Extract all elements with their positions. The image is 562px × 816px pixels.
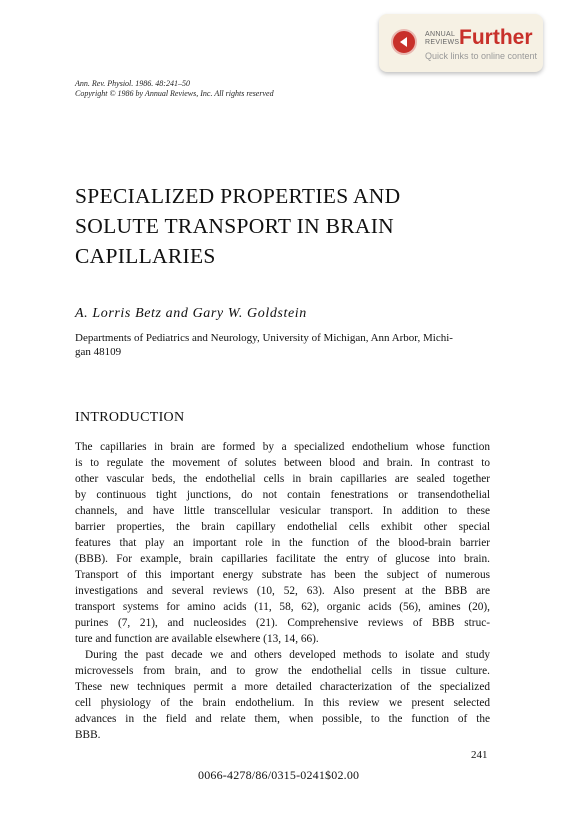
body-line: Transport of this important energy substrate has been the subject of numerous [75,569,490,581]
authors: A. Lorris Betz and Gary W. Goldstein [75,306,307,321]
body-line: (BBB). For example, brain capillaries facilitate the entry of glucose into brain. [75,553,490,565]
affiliation-line: gan 48109 [75,346,122,358]
body-line: features that play an important role in the function of the blood-brain barrier [75,537,490,549]
badge-tagline: Quick links to online content [425,51,538,61]
body-line: by continuous tight junctions, do not contain fenestrations or transendothelial [75,489,490,501]
body-line: barrier properties, the brain capillary endothelial cells exhibit other special [75,521,490,533]
title-line: SOLUTE TRANSPORT IN BRAIN [75,214,394,238]
affiliation [75,331,495,359]
body-line: BBB. [75,729,101,741]
body-line: cell physiology of the brain endothelium. In this review we present selected [75,697,490,709]
affiliation-line: Departments of Pediatrics and Neurology, University of Michigan, Ann Arbor, Michi- [75,332,453,344]
body-line: During the past decade we and others developed methods to isolate and study [85,649,490,661]
body-line: investigations and several reviews (10, 52, 63). Also present at the BBB are [75,585,490,597]
body-line: is to regulate the movement of solutes between blood and brain. In contrast to [75,457,490,469]
play-left-icon [391,29,417,55]
footer-code: 0066-4278/86/0315-0241$02.00 [198,768,360,782]
body-line: The capillaries in brain are formed by a specialized endothelium whose function [75,441,490,453]
body-text [75,439,490,743]
journal-citation: Ann. Rev. Physiol. 1986. 48:241–50 [75,79,190,88]
copyright-notice: Copyright © 1986 by Annual Reviews, Inc. All rights reserved [75,89,274,98]
body-line: transport systems for amino acids (11, 58, 62), organic acids (56), amines (20), [75,601,490,613]
body-line: purines (7, 21), and nucleosides (21). Comprehensive reviews of BBB struc- [75,617,490,629]
annual-reviews-further-badge[interactable] [379,14,543,72]
body-line: other vascular beds, the endothelial cells in brain capillaries are sealed together [75,473,490,485]
article-title [75,181,495,271]
body-line: microvessels from brain, and to grow the endothelial cells in tissue culture. [75,665,490,677]
body-line: advances in the field and relate them, when possible, to the function of the [75,713,490,725]
page-number: 241 [471,749,488,761]
body-line: channels, and have little transcellular vesicular transport. In addition to these [75,505,490,517]
badge-brand-line2: REVIEWS [425,39,460,46]
badge-brand-line1: ANNUAL [425,31,456,38]
title-line: SPECIALIZED PROPERTIES AND [75,184,401,208]
section-heading: INTRODUCTION [75,410,185,425]
body-line: These new techniques permit a more detailed characterization of the specialized [75,681,490,693]
badge-further-label: Further [459,26,533,49]
title-line: CAPILLARIES [75,244,216,268]
body-line: ture and function are available elsewhere (13, 14, 66). [75,633,319,645]
